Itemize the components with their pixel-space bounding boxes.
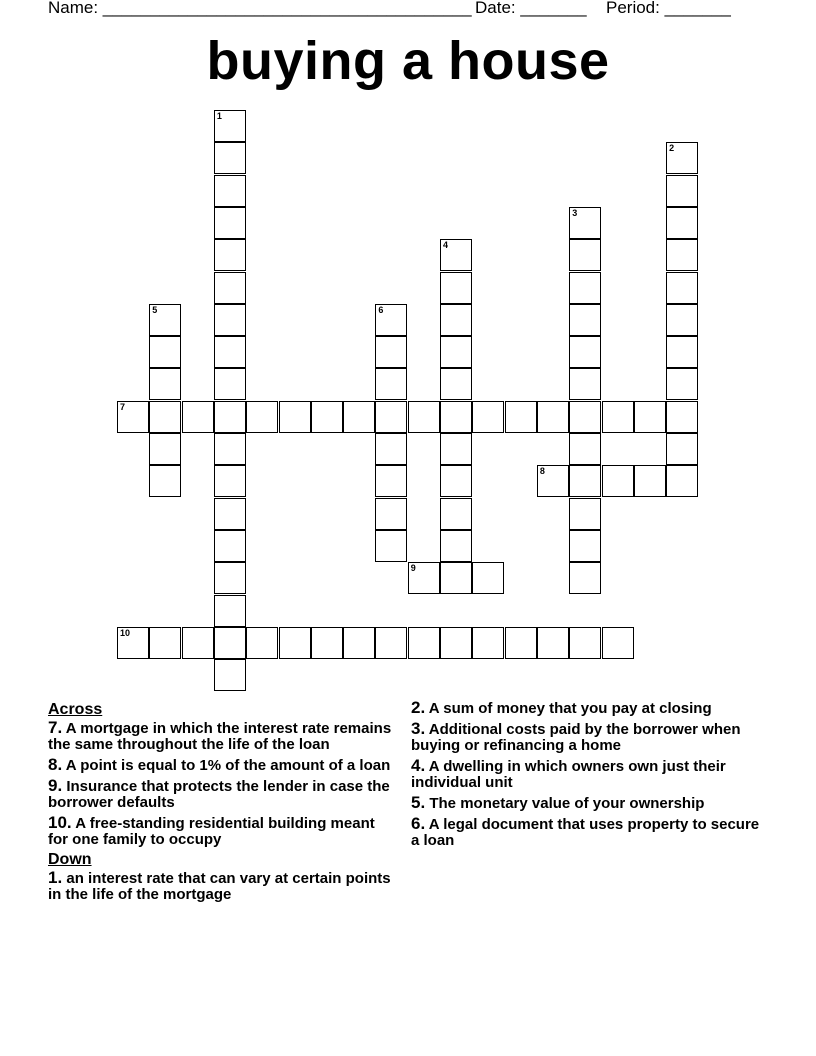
grid-cell[interactable] [666,304,698,336]
down-heading: Down [48,851,92,868]
clue-number: 4 [443,240,449,251]
grid-cell[interactable] [602,465,634,497]
grid-cell[interactable] [440,368,472,400]
clue-number: 2 [669,143,675,154]
clues-left-column [48,700,398,907]
clue-number: 1 [216,111,222,121]
name-field-label[interactable]: Name: _______________________________________ [48,0,472,17]
grid-cell[interactable] [408,401,440,433]
grid-cell[interactable] [569,272,601,304]
grid-cell[interactable] [569,530,601,562]
grid-cell[interactable] [440,239,472,271]
grid-cell[interactable] [214,498,246,530]
grid-cell[interactable] [408,562,440,594]
grid-cell[interactable] [666,272,698,304]
grid-cell[interactable] [666,239,698,271]
grid-cell[interactable] [214,336,246,368]
grid-cell[interactable] [214,304,246,336]
clues-right-column [411,700,766,853]
grid-cell[interactable] [182,401,214,433]
grid-cell[interactable] [246,401,278,433]
clue-across-8: 8. A point is equal to 1% of the amount of a loan [48,755,391,774]
grid-cell[interactable] [375,336,407,368]
grid-cell[interactable] [214,562,246,594]
grid-cell[interactable] [569,368,601,400]
grid-cell[interactable] [537,627,569,659]
grid-cell[interactable] [472,562,504,594]
grid-cell[interactable] [666,401,698,433]
grid-cell[interactable] [214,659,246,691]
grid-cell[interactable] [440,304,472,336]
clue-number: 6 [378,304,384,315]
grid-cell[interactable] [375,627,407,659]
grid-cell[interactable] [569,239,601,271]
clue-number: 10 [120,627,131,638]
grid-cell[interactable] [311,401,343,433]
grid-cell[interactable] [214,401,246,433]
grid-cell[interactable] [569,627,601,659]
grid-cell[interactable] [666,368,698,400]
grid-cell[interactable] [472,401,504,433]
grid-cell[interactable] [666,207,698,239]
grid-cell[interactable] [569,401,601,433]
grid-cell[interactable] [569,562,601,594]
grid-cell[interactable] [440,336,472,368]
clue-number: 5 [152,304,158,315]
grid-cell[interactable] [602,627,634,659]
grid-cell[interactable] [214,465,246,497]
grid-cell[interactable] [279,627,311,659]
grid-cell[interactable] [602,401,634,433]
grid-cell[interactable] [214,207,246,239]
grid-cell[interactable] [440,530,472,562]
grid-cell[interactable] [149,401,181,433]
grid-cell[interactable] [569,433,601,465]
grid-cell[interactable] [569,336,601,368]
grid-cell[interactable] [472,627,504,659]
grid-cell[interactable] [440,433,472,465]
grid-cell[interactable] [214,272,246,304]
grid-cell[interactable] [149,465,181,497]
grid-cell[interactable] [666,465,698,497]
clue-number: 3 [572,207,578,218]
grid-cell[interactable] [149,627,181,659]
grid-cell[interactable] [214,368,246,400]
clue-number: 7 [120,401,126,412]
grid-cell[interactable] [408,627,440,659]
grid-cell[interactable] [375,433,407,465]
grid-cell[interactable] [375,304,407,336]
clue-down-1: 1. an interest rate that can vary at certain points in the life of the mortgage [48,868,391,903]
grid-cell[interactable] [117,401,149,433]
grid-cell[interactable] [214,239,246,271]
grid-cell[interactable] [246,627,278,659]
clue-across-7: 7. A mortgage in which the interest rate remains the same throughout the life of the loan [48,718,392,753]
grid-cell[interactable] [537,401,569,433]
grid-cell[interactable] [214,433,246,465]
grid-cell[interactable] [375,401,407,433]
clue-across-9: 9. Insurance that protects the lender in case the borrower defaults [48,776,390,811]
grid-cell[interactable] [182,627,214,659]
grid-cell[interactable] [343,401,375,433]
clue-across-10: 10. A free-standing residential building meant for one family to occupy [48,813,375,848]
clue-number: 8 [539,466,545,477]
grid-cell[interactable] [214,110,246,142]
grid-cell[interactable] [666,433,698,465]
across-heading: Across [48,701,103,718]
grid-cell[interactable] [149,433,181,465]
grid-cell[interactable] [375,465,407,497]
grid-cell[interactable] [214,595,246,627]
clue-number: 9 [410,563,416,574]
grid-cell[interactable] [149,368,181,400]
date-field-label[interactable]: Date: _______ [475,0,587,17]
grid-cell[interactable] [375,368,407,400]
grid-cell[interactable] [375,498,407,530]
grid-cell[interactable] [214,142,246,174]
grid-cell[interactable] [440,498,472,530]
grid-cell[interactable] [537,465,569,497]
grid-cell[interactable] [311,627,343,659]
grid-cell[interactable] [214,175,246,207]
clue-down-4: 4. A dwelling in which owners own just their individual unit [411,756,726,791]
grid-cell[interactable] [440,401,472,433]
grid-cell[interactable] [214,627,246,659]
grid-cell[interactable] [375,530,407,562]
grid-cell[interactable] [569,207,601,239]
grid-cell[interactable] [666,175,698,207]
grid-cell[interactable] [634,401,666,433]
grid-cell[interactable] [214,530,246,562]
grid-cell[interactable] [666,336,698,368]
clue-down-5: 5. The monetary value of your ownership [411,793,705,812]
grid-cell[interactable] [149,336,181,368]
grid-cell[interactable] [440,627,472,659]
grid-cell[interactable] [117,627,149,659]
grid-cell[interactable] [569,465,601,497]
page-title: buying a house [206,31,610,91]
grid-cell[interactable] [634,465,666,497]
grid-cell[interactable] [666,142,698,174]
clue-down-2: 2. A sum of money that you pay at closing [411,698,712,717]
grid-cell[interactable] [505,627,537,659]
grid-cell[interactable] [149,304,181,336]
grid-cell[interactable] [505,401,537,433]
grid-cell[interactable] [343,627,375,659]
grid-cell[interactable] [569,304,601,336]
grid-cell[interactable] [440,465,472,497]
clue-down-3: 3. Additional costs paid by the borrower when buying or refinancing a home [411,719,741,754]
period-field-label[interactable]: Period: _______ [606,0,731,17]
clue-down-6: 6. A legal document that uses property to secure a loan [411,814,760,849]
grid-cell[interactable] [569,498,601,530]
grid-cell[interactable] [440,562,472,594]
grid-cell[interactable] [440,272,472,304]
grid-cell[interactable] [279,401,311,433]
